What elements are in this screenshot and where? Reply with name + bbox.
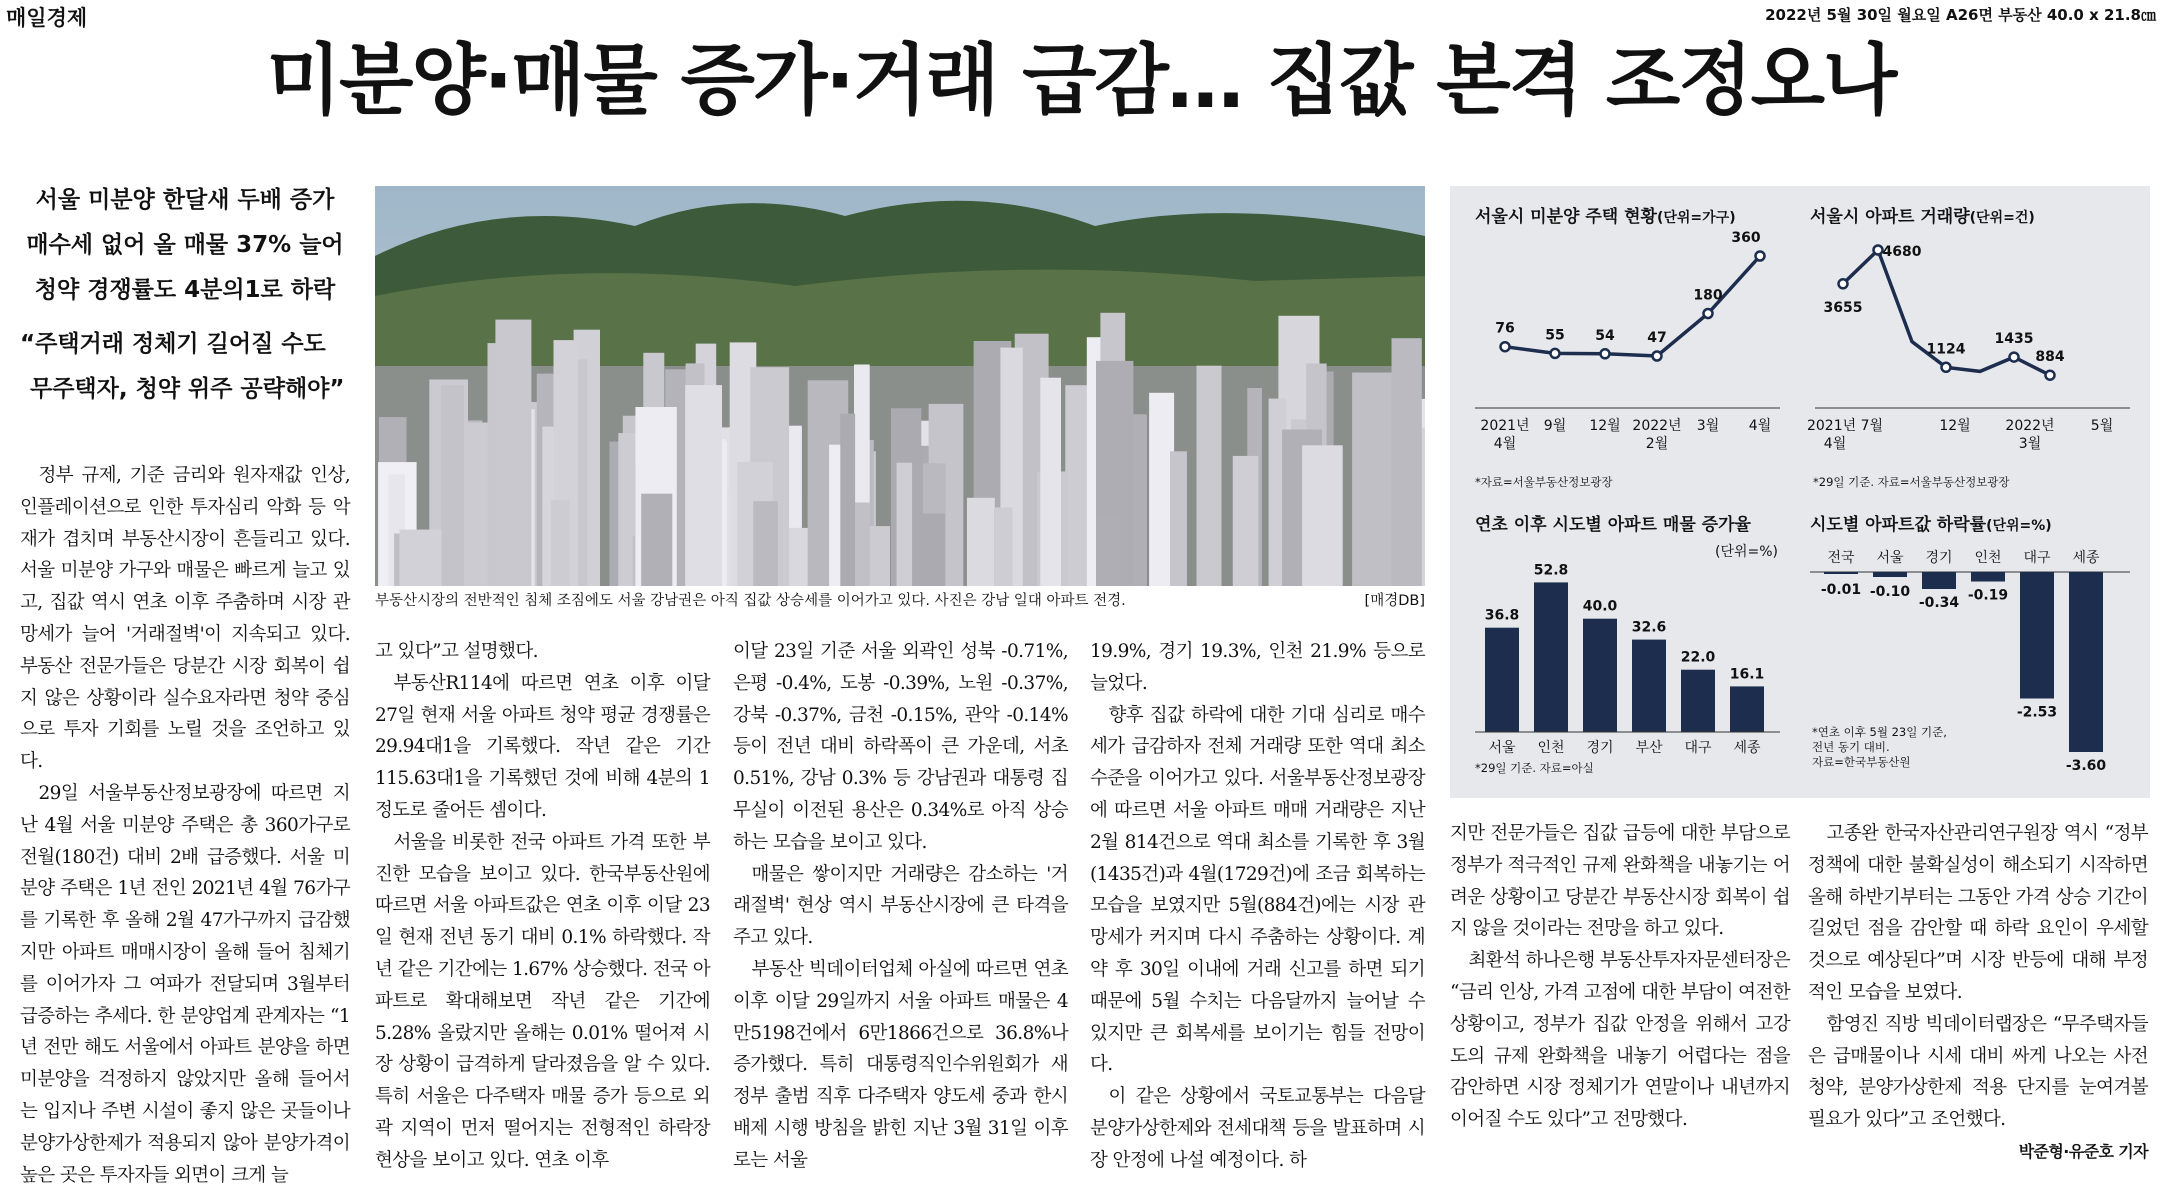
x-tick-label: 서울: [1488, 740, 1516, 756]
photo-building: [753, 501, 778, 586]
data-label: 36.8: [1484, 607, 1520, 624]
quote-subhead: [20, 322, 350, 412]
data-label: 884: [2035, 349, 2065, 366]
data-point: [1501, 342, 1510, 351]
chart-unit: (단위=가구): [1656, 210, 1736, 226]
chart-title: [1810, 206, 2035, 227]
photo-building: [1065, 385, 1087, 586]
paragraph: 향후 집값 하락에 대한 기대 심리로 매수세가 급감하자 전체 거래량 또한 역대 최소 수준을 이어가고 있다. 서울부동산정보광장에 따르면 서울 아파트 매매 거래량은 지난 2월 814건으로 역대 최소를 기록한 후 3월(1435건)과 4월(1729건)에 조금 회복하는 모습을 보였지만 5월(884건)에는 시장 관망세가 커지며 다시 주춤하는 상황이다. 계약 후 30일 이내에 거래 신고를 하면 되기 때문에 5월 수치는 다음달까지 늘어날 수 있지만 큰 회복세를 보이기는 힘들 전망이다.: [1090, 704, 1425, 1076]
series-line: [1505, 256, 1760, 356]
photo-building: [921, 514, 946, 586]
x-tick-label: 4월: [1748, 418, 1772, 434]
data-point: [1653, 352, 1662, 361]
photo-building: [967, 498, 995, 586]
newspaper-masthead: 매일경제: [6, 6, 88, 30]
x-tick-label: 서울: [1876, 550, 1904, 566]
data-point: [2010, 353, 2019, 362]
data-label: 1124: [1926, 341, 1966, 358]
paragraph: 19.9%, 경기 19.3%, 인천 21.9% 등으로 늘었다.: [1090, 641, 1425, 694]
chart-unit: (단위=%): [1714, 544, 1778, 560]
x-tick-label: 부산: [1635, 740, 1663, 756]
x-tick-label: 2월: [1645, 436, 1669, 452]
photo-building: [1170, 451, 1187, 586]
bar: [1922, 572, 1956, 589]
photo-building: [1233, 456, 1259, 586]
data-label: -0.19: [1967, 587, 2009, 604]
x-tick-label: 3월: [1696, 418, 1720, 434]
x-tick-label: 세종: [1733, 740, 1761, 756]
data-label: 22.0: [1680, 649, 1716, 666]
x-tick-label: 전국: [1827, 550, 1855, 566]
photo-credit: [매경DB]: [1364, 593, 1425, 609]
chart-note: *연초 이후 5월 23일 기준,: [1812, 725, 1947, 739]
paragraph: 서울을 비롯한 전국 아파트 가격 또한 부진한 모습을 보이고 있다. 한국부동산원에 따르면 서울 아파트값은 연초 이후 이달 23일 현재 전년 동기 대비 0.1% 하락했다. 작년 같은 기간에는 1.67% 상승했다. 전국 아파트로 확대해보면 작년 같은 기간에 5.28% 올랐지만 올해는 0.01% 떨어져 시장 상황이 급격하게 달라졌음을 알 수 있다. 특히 서울은 다주택자 매물 증가 등으로 외곽 지역이 먼저 떨어지는 전형적인 하락장 현상을 보이고 있다. 연초 이후: [375, 831, 710, 1171]
x-tick-label: 2022년: [2005, 418, 2055, 434]
paragraph: 부동산 빅데이터업체 아실에 따르면 연초 이후 이달 29일까지 서울 아파트 매물은 4만5198건에서 6만1866건으로 36.8%나 증가했다. 특히 대통령직인수위원회가 새 정부 출범 직후 다주택자 양도세 중과 한시 배제 시행 방침을 밝힌 지난 3월 31일 이후로는 서울: [733, 958, 1068, 1171]
data-label: 4680: [1882, 244, 1922, 260]
apartment-photo: [375, 186, 1425, 586]
data-label: -3.60: [2065, 758, 2107, 774]
photo-building: [685, 385, 722, 586]
subheads: [20, 178, 350, 313]
article-column-3: [733, 636, 1068, 1177]
x-tick-label: 대구: [1684, 740, 1712, 756]
x-tick-label: 4월: [1493, 436, 1517, 452]
bar: [1583, 619, 1617, 732]
data-label: 1435: [1994, 331, 2034, 348]
photo-building: [1392, 338, 1422, 586]
data-label: 76: [1495, 320, 1515, 337]
quote-line: “주택거래 정체기 길어질 수도: [20, 331, 326, 357]
paragraph: 이달 23일 기준 서울 외곽인 성북 -0.71%, 은평 -0.4%, 도봉 -0.39%, 노원 -0.37%, 강북 -0.37%, 금천 -0.15%, 관악 -0.14% 등이 전년 대비 하락폭이 큰 가운데, 서초 0.51%, 강남 0.3% 등 강남권과 대통령 집무실이 이전된 용산은 0.34%로 아직 상승하는 모습을 보이고 있다.: [733, 641, 1068, 853]
chart-title-text: 서울시 아파트 거래량: [1810, 207, 1970, 227]
paragraph: 최환석 하나은행 부동산투자자문센터장은 “금리 인상, 가격 고점에 대한 부담이 여전한 상황이고, 정부가 집값 안정을 위해서 고강도의 규제 완화책을 내놓기 어렵다는 점을 감안하면 시장 정체기가 연말이나 내년까지 이어질 수도 있다”고 전망했다.: [1450, 950, 1790, 1131]
subhead: 청약 경쟁률도 4분의1로 하락: [34, 277, 336, 303]
paragraph: 지만 전문가들은 집값 급등에 대한 부담으로 정부가 적극적인 규제 완화책을 내놓기는 어려운 상황이고 당분간 부동산시장 회복이 쉽지 않을 것이라는 전망을 하고 있다.: [1450, 823, 1790, 940]
data-point: [1756, 252, 1765, 261]
data-label: 180: [1693, 287, 1723, 304]
chart-title: 연초 이후 시도별 아파트 매물 증가율: [1475, 515, 1751, 535]
data-label: -0.34: [1918, 595, 1960, 611]
chart-note: 자료=한국부동산원: [1812, 755, 1911, 769]
paragraph: 고 있다”고 설명했다.: [375, 641, 538, 662]
x-tick-label: 경기: [1586, 740, 1614, 756]
data-label: 54: [1595, 327, 1615, 344]
paragraph: 매물은 쌓이지만 거래량은 감소하는 '거래절벽' 현상 역시 부동산시장에 큰 타격을 주고 있다.: [733, 863, 1068, 949]
x-tick-label: 2021년 7월: [1806, 418, 1884, 434]
article-column-4: [1090, 636, 1425, 1177]
quote-line: 무주택자, 청약 위주 공략해야”: [30, 376, 345, 402]
byline: 박준형·유준호 기자: [2018, 1141, 2148, 1161]
photo-building: [1352, 373, 1393, 587]
x-tick-label: 인천: [1537, 740, 1565, 756]
paragraph: 29일 서울부동산정보광장에 따르면 지난 4월 서울 미분양 주택은 총 360가구로 전월(180건) 대비 2배 급증했다. 서울 미분양 주택은 1년 전인 2021년 4월 76가구를 기록한 후 올해 2월 47가구까지 급감했지만 아파트 매매시장이 올해 들어 침체기를 이어가자 그 여파가 전달되며 3월부터 급증하는 추세다. 한 분양업계 관계자는 “1년 전만 해도 서울에서 아파트 분양을 하면 미분양을 걱정하지 않았지만 올해 들어서는 입지나 주변 시설이 좋지 않은 곳들이나 분양가상한제가 적용되지 않아 분양가격이 높은 곳은 투자자들 외면이 크게 늘: [20, 782, 350, 1186]
data-label: 40.0: [1582, 598, 1618, 615]
bar: [1873, 572, 1907, 577]
chart-unit: (단위=%): [1986, 518, 2052, 534]
x-tick-label: 5월: [2090, 418, 2114, 434]
data-point: [1601, 349, 1610, 358]
paragraph: 이 같은 상황에서 국토교통부는 다음달 분양가상한제와 전세대책 등을 발표하며 시장 안정에 나설 예정이다. 하: [1090, 1086, 1425, 1171]
data-label: 360: [1731, 230, 1761, 246]
chart-note: 전년 동기 대비.: [1812, 740, 1890, 754]
data-label: 47: [1647, 330, 1667, 346]
chart-title-text: 서울시 미분양 주택 현황: [1475, 207, 1657, 227]
data-point: [1551, 349, 1560, 358]
chart-title-text: 시도별 아파트값 하락률: [1810, 515, 1987, 535]
x-tick-label: 12월: [1939, 418, 1971, 434]
data-label: 55: [1545, 327, 1565, 344]
bar: [1632, 640, 1666, 732]
chart-title: [1810, 514, 2052, 535]
bar: [1824, 572, 1858, 574]
photo-building: [994, 507, 1013, 586]
data-label: 3655: [1823, 299, 1863, 316]
photo-building: [400, 530, 442, 586]
article-column-5: [1450, 818, 1790, 1136]
chart-note: *29일 기준. 자료=아실: [1475, 761, 1594, 775]
x-tick-label: 경기: [1925, 550, 1953, 566]
caption-text: 부동산시장의 전반적인 침체 조짐에도 서울 강남권은 아직 집값 상승세를 이어가고 있다. 사진은 강남 일대 아파트 전경.: [375, 593, 1126, 609]
x-tick-label: 3월: [2018, 436, 2042, 452]
data-point: [2046, 371, 2055, 380]
chart-note: *29일 기준. 자료=서울부동산정보광장: [1813, 475, 2010, 489]
data-point: [1942, 363, 1951, 372]
bar: [1534, 582, 1568, 732]
x-tick-label: 2022년: [1632, 418, 1682, 434]
x-tick-label: 4월: [1823, 436, 1847, 452]
article-column-6: [1808, 818, 2148, 1168]
data-point: [1874, 246, 1883, 255]
headline: 미분양·매물 증가·거래 급감… 집값 본격 조정오나: [266, 37, 1896, 126]
bar: [1971, 572, 2005, 582]
chart-title: [1475, 206, 1736, 227]
data-label: -0.01: [1820, 582, 1862, 598]
photo-building: [641, 494, 672, 586]
article-column-1: [20, 460, 350, 1191]
bar: [2069, 572, 2103, 752]
infographic-panel: [1450, 186, 2150, 798]
data-label: 52.8: [1533, 562, 1569, 579]
photo-building: [441, 385, 464, 586]
paragraph: 함영진 직방 빅데이터랩장은 “무주택자들은 급매물이나 시세 대비 싸게 나오는 사전 청약, 분양가상한제 적용 단지를 눈여겨볼 필요가 있다”고 조언했다.: [1808, 1013, 2148, 1131]
x-tick-label: 12월: [1589, 418, 1621, 434]
subhead: 매수세 없어 올 매물 37% 늘어: [26, 232, 344, 258]
data-label: -2.53: [2016, 704, 2058, 721]
photo-building: [1197, 366, 1222, 586]
data-label: 16.1: [1729, 666, 1765, 683]
article-column-2: [375, 636, 710, 1177]
x-tick-label: 대구: [2023, 550, 2051, 566]
photo-building: [495, 320, 531, 586]
paragraph: 부동산R114에 따르면 연초 이후 이달 27일 현재 서울 아파트 청약 평균 경쟁률은 29.94대1을 기록했다. 작년 같은 기간 115.63대1을 기록했던 것에 비해 4분의 1 정도로 줄어든 셈이다.: [375, 672, 710, 821]
paragraph: 정부 규제, 기준 금리와 원자재값 인상, 인플레이션으로 인한 투자심리 악화 등 악재가 겹치며 부동산시장이 흔들리고 있다. 서울 미분양 가구와 매물은 빠르게 늘고 있고, 집값 역시 연초 이후 주춤하며 시장 관망세가 늘어 '거래절벽'이 지속되고 있다. 부동산 전문가들은 당분간 시장 회복이 쉽지 않은 상황이라 실수요자라면 청약 중심으로 투자 기회를 노릴 것을 조언하고 있다.: [20, 465, 350, 773]
chart-note: *자료=서울부동산정보광장: [1475, 475, 1613, 489]
subhead: 서울 미분양 한달새 두배 증가: [35, 187, 335, 213]
dateline: 2022년 5월 30일 월요일 A26면 부동산 40.0 x 21.8㎝: [1765, 6, 2156, 24]
photo-building: [840, 414, 855, 586]
chart-unit: (단위=건): [1969, 210, 2035, 226]
infographic-charts: [1450, 186, 2150, 798]
x-tick-label: 세종: [2072, 550, 2100, 566]
bar: [1681, 670, 1715, 732]
data-point: [1839, 279, 1848, 288]
bar: [2020, 572, 2054, 699]
data-point: [1704, 309, 1713, 318]
x-tick-label: 2021년: [1480, 418, 1530, 434]
photo-building: [897, 463, 913, 586]
photo-building: [1040, 378, 1061, 586]
photo-building: [1097, 514, 1121, 586]
bar: [1485, 628, 1519, 732]
bar: [1730, 686, 1764, 732]
photo-building: [1302, 445, 1343, 586]
photo-caption: [375, 590, 1425, 612]
paragraph: 고종완 한국자산관리연구원장 역시 “정부 정책에 대한 불확실성이 해소되기 시작하면 올해 하반기부터는 그동안 가격 상승 기간이 길었던 점을 감안할 때 하락 요인이 우세할 것으로 예상된다”며 시장 반등에 대해 부정적인 모습을 보였다.: [1808, 823, 2148, 1003]
x-tick-label: 인천: [1974, 550, 2002, 566]
x-tick-label: 9월: [1543, 418, 1567, 434]
photo-building: [551, 500, 570, 586]
data-label: 32.6: [1631, 619, 1667, 636]
photo-illustration: [375, 186, 1425, 586]
data-label: -0.10: [1869, 584, 1911, 600]
